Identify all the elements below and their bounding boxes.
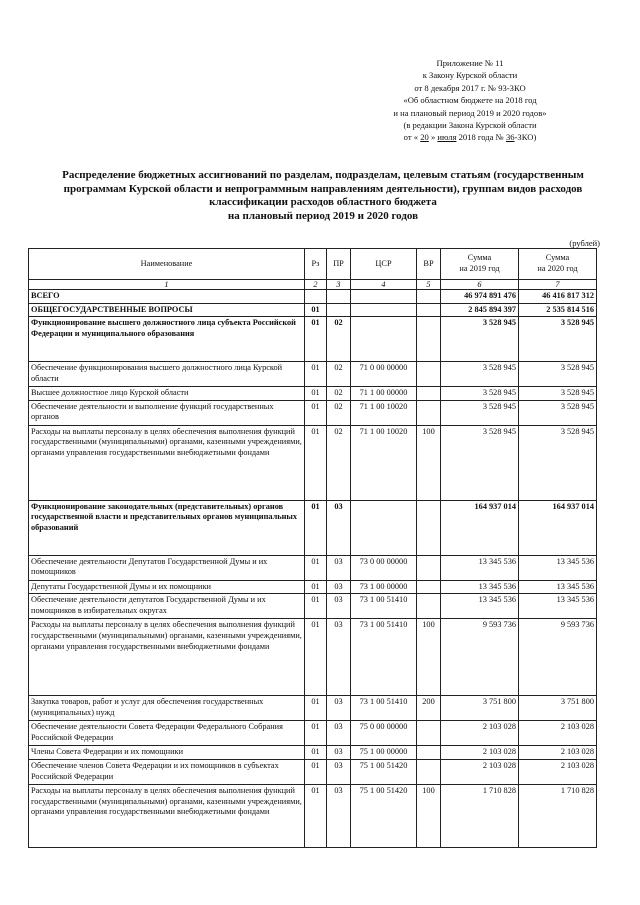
cell-sum-2019: 9 593 736 bbox=[441, 619, 519, 696]
budget-table bbox=[28, 248, 597, 848]
header-rz: Рз bbox=[305, 249, 327, 280]
cell-sum-2020: 13 345 536 bbox=[519, 594, 597, 619]
table-body bbox=[29, 290, 597, 848]
cell-vr bbox=[417, 290, 441, 304]
cell-sum-2019: 2 103 028 bbox=[441, 759, 519, 784]
cell-vr bbox=[417, 400, 441, 425]
date-year: 2018 года № bbox=[456, 132, 506, 143]
cell-pr: 03 bbox=[327, 784, 351, 847]
cell-sum-2020: 46 416 817 312 bbox=[519, 290, 597, 304]
cell-csr: 71 1 00 00000 bbox=[351, 387, 417, 401]
cell-rz: 01 bbox=[305, 500, 327, 555]
cell-csr: 73 1 00 00000 bbox=[351, 580, 417, 594]
cell-rz: 01 bbox=[305, 303, 327, 317]
cell-vr bbox=[417, 555, 441, 580]
cell-rz: 01 bbox=[305, 387, 327, 401]
column-number: 3 bbox=[327, 280, 351, 290]
table-row bbox=[29, 387, 597, 401]
cell-pr: 02 bbox=[327, 387, 351, 401]
cell-pr: 03 bbox=[327, 500, 351, 555]
column-number: 7 bbox=[519, 280, 597, 290]
cell-rz: 01 bbox=[305, 555, 327, 580]
cell-rz: 01 bbox=[305, 784, 327, 847]
cell-name: Расходы на выплаты персоналу в целях обеспечения выполнения функций государственными (муниципальными) органами, казенными учреждениями, органами управления государственными внебюджетными фондами bbox=[29, 784, 305, 847]
cell-sum-2020: 3 751 800 bbox=[519, 696, 597, 721]
cell-sum-2019: 164 937 014 bbox=[441, 500, 519, 555]
cell-sum-2019: 13 345 536 bbox=[441, 555, 519, 580]
date-mid: » bbox=[428, 132, 438, 143]
cell-sum-2019: 3 528 945 bbox=[441, 425, 519, 500]
cell-sum-2020: 3 528 945 bbox=[519, 317, 597, 362]
cell-vr bbox=[417, 721, 441, 746]
table-row bbox=[29, 303, 597, 317]
cell-pr: 03 bbox=[327, 555, 351, 580]
cell-rz: 01 bbox=[305, 759, 327, 784]
table-row bbox=[29, 746, 597, 760]
date-day: 20 bbox=[420, 132, 429, 143]
cell-rz: 01 bbox=[305, 721, 327, 746]
cell-csr: 73 1 00 51410 bbox=[351, 696, 417, 721]
cell-name: ВСЕГО bbox=[29, 290, 305, 304]
cell-name: Обеспечение деятельности Депутатов Государственной Думы и их помощников bbox=[29, 555, 305, 580]
cell-name: Функционирование высшего должностного лица субъекта Российской Федерации и муниципального образования bbox=[29, 317, 305, 362]
cell-csr: 75 0 00 00000 bbox=[351, 721, 417, 746]
column-number: 2 bbox=[305, 280, 327, 290]
cell-csr: 73 1 00 51410 bbox=[351, 594, 417, 619]
cell-name: Высшее должностное лицо Курской области bbox=[29, 387, 305, 401]
header-vr: ВР bbox=[417, 249, 441, 280]
cell-sum-2019: 3 528 945 bbox=[441, 400, 519, 425]
cell-pr: 02 bbox=[327, 362, 351, 387]
cell-vr bbox=[417, 759, 441, 784]
cell-csr bbox=[351, 500, 417, 555]
cell-rz: 01 bbox=[305, 594, 327, 619]
cell-rz: 01 bbox=[305, 425, 327, 500]
cell-sum-2020: 1 710 828 bbox=[519, 784, 597, 847]
appendix-line: от 8 декабря 2017 г. № 93-ЗКО bbox=[414, 82, 526, 93]
cell-csr: 75 1 00 51420 bbox=[351, 784, 417, 847]
table-row bbox=[29, 400, 597, 425]
cell-pr: 03 bbox=[327, 696, 351, 721]
cell-sum-2020: 3 528 945 bbox=[519, 425, 597, 500]
cell-vr: 100 bbox=[417, 425, 441, 500]
appendix-block bbox=[340, 57, 600, 144]
cell-pr bbox=[327, 303, 351, 317]
table-row bbox=[29, 317, 597, 362]
cell-sum-2019: 3 528 945 bbox=[441, 317, 519, 362]
cell-name: Расходы на выплаты персоналу в целях обеспечения выполнения функций государственными (муниципальными) органами, казенными учреждениями, органами управления государственными внебюджетными фондами bbox=[29, 619, 305, 696]
cell-name: Обеспечение членов Совета Федерации и их помощников в субъектах Российской Федерации bbox=[29, 759, 305, 784]
appendix-line: «Об областном бюджете на 2018 год bbox=[403, 95, 537, 106]
column-number: 6 bbox=[441, 280, 519, 290]
cell-name: Обеспечение деятельности и выполнение функций государственных органов bbox=[29, 400, 305, 425]
cell-sum-2020: 164 937 014 bbox=[519, 500, 597, 555]
cell-rz: 01 bbox=[305, 580, 327, 594]
cell-pr: 03 bbox=[327, 721, 351, 746]
header-sum-2020-line2: на 2020 год bbox=[537, 264, 578, 273]
table-row bbox=[29, 594, 597, 619]
cell-sum-2020: 3 528 945 bbox=[519, 362, 597, 387]
cell-sum-2019: 1 710 828 bbox=[441, 784, 519, 847]
cell-pr: 03 bbox=[327, 619, 351, 696]
title-line: программам Курской области и непрограммным направлениям деятельности), группам видов расходов bbox=[63, 182, 583, 195]
appendix-line: и на плановый период 2019 и 2020 годов» bbox=[393, 107, 547, 118]
cell-name: Закупка товаров, работ и услуг для обеспечения государственных (муниципальных) нужд bbox=[29, 696, 305, 721]
cell-rz: 01 bbox=[305, 619, 327, 696]
cell-csr: 73 1 00 51410 bbox=[351, 619, 417, 696]
column-number: 5 bbox=[417, 280, 441, 290]
header-name: Наименование bbox=[29, 249, 305, 280]
cell-rz: 01 bbox=[305, 746, 327, 760]
cell-pr: 03 bbox=[327, 759, 351, 784]
title-line: на плановый период 2019 и 2020 годов bbox=[227, 209, 419, 222]
table-row bbox=[29, 362, 597, 387]
cell-sum-2020: 2 103 028 bbox=[519, 721, 597, 746]
cell-sum-2019: 3 528 945 bbox=[441, 387, 519, 401]
cell-pr bbox=[327, 290, 351, 304]
cell-rz: 01 bbox=[305, 317, 327, 362]
title-line: классификации расходов областного бюджета bbox=[209, 196, 437, 208]
table-row bbox=[29, 619, 597, 696]
cell-vr bbox=[417, 303, 441, 317]
cell-vr bbox=[417, 580, 441, 594]
appendix-line: (в редакции Закона Курской области bbox=[403, 120, 537, 131]
table-row bbox=[29, 555, 597, 580]
cell-csr: 73 0 00 00000 bbox=[351, 555, 417, 580]
title-line: Распределение бюджетных ассигнований по разделам, подразделам, целевым статьям (государственным bbox=[62, 169, 584, 181]
date-prefix: от « bbox=[403, 132, 421, 143]
cell-sum-2019: 2 103 028 bbox=[441, 746, 519, 760]
table-row bbox=[29, 500, 597, 555]
cell-name: Функционирование законодательных (представительных) органов государственной власти и представительных органов муниципальных образований bbox=[29, 500, 305, 555]
cell-pr: 03 bbox=[327, 594, 351, 619]
cell-sum-2020: 2 535 814 516 bbox=[519, 303, 597, 317]
column-number-row bbox=[29, 280, 597, 290]
cell-name: Обеспечение функционирования высшего должностного лица Курской области bbox=[29, 362, 305, 387]
cell-vr: 200 bbox=[417, 696, 441, 721]
table-row bbox=[29, 784, 597, 847]
header-csr: ЦСР bbox=[351, 249, 417, 280]
cell-sum-2019: 2 103 028 bbox=[441, 721, 519, 746]
cell-pr: 02 bbox=[327, 400, 351, 425]
cell-pr: 03 bbox=[327, 746, 351, 760]
cell-sum-2019: 3 751 800 bbox=[441, 696, 519, 721]
cell-sum-2019: 13 345 536 bbox=[441, 594, 519, 619]
table-row bbox=[29, 721, 597, 746]
cell-pr: 02 bbox=[327, 317, 351, 362]
table-row bbox=[29, 580, 597, 594]
cell-csr: 75 1 00 51420 bbox=[351, 759, 417, 784]
cell-sum-2019: 3 528 945 bbox=[441, 362, 519, 387]
cell-pr: 02 bbox=[327, 425, 351, 500]
table-row bbox=[29, 759, 597, 784]
cell-csr: 71 0 00 00000 bbox=[351, 362, 417, 387]
table-row bbox=[29, 696, 597, 721]
cell-sum-2020: 3 528 945 bbox=[519, 387, 597, 401]
column-number: 4 bbox=[351, 280, 417, 290]
header-sum-2019 bbox=[441, 249, 519, 280]
cell-vr bbox=[417, 317, 441, 362]
cell-vr bbox=[417, 362, 441, 387]
cell-csr bbox=[351, 290, 417, 304]
cell-sum-2020: 3 528 945 bbox=[519, 400, 597, 425]
cell-name: Обеспечение деятельности депутатов Государственной Думы и их помощников в избирательных округах bbox=[29, 594, 305, 619]
cell-vr: 100 bbox=[417, 619, 441, 696]
appendix-line bbox=[340, 131, 600, 143]
cell-name: Депутаты Государственной Думы и их помощники bbox=[29, 580, 305, 594]
cell-name: ОБЩЕГОСУДАРСТВЕННЫЕ ВОПРОСЫ bbox=[29, 303, 305, 317]
header-pr: ПР bbox=[327, 249, 351, 280]
cell-name: Члены Совета Федерации и их помощники bbox=[29, 746, 305, 760]
table-header-row bbox=[29, 249, 597, 280]
cell-name: Расходы на выплаты персоналу в целях обеспечения выполнения функций государственными (муниципальными) органами, казенными учреждениями, органами управления государственными внебюджетными фондами bbox=[29, 425, 305, 500]
cell-sum-2020: 9 593 736 bbox=[519, 619, 597, 696]
cell-rz: 01 bbox=[305, 362, 327, 387]
table-row bbox=[29, 425, 597, 500]
cell-rz bbox=[305, 290, 327, 304]
cell-rz: 01 bbox=[305, 696, 327, 721]
appendix-line: Приложение № 11 bbox=[436, 58, 504, 68]
column-number: 1 bbox=[29, 280, 305, 290]
header-sum-2020 bbox=[519, 249, 597, 280]
appendix-line: к Закону Курской области bbox=[422, 70, 518, 81]
law-number: 36 bbox=[505, 132, 515, 143]
cell-sum-2020: 13 345 536 bbox=[519, 555, 597, 580]
cell-csr bbox=[351, 317, 417, 362]
cell-csr: 71 1 00 10020 bbox=[351, 425, 417, 500]
cell-sum-2020: 2 103 028 bbox=[519, 759, 597, 784]
cell-rz: 01 bbox=[305, 400, 327, 425]
document-title bbox=[18, 169, 628, 223]
cell-vr: 100 bbox=[417, 784, 441, 847]
cell-pr: 03 bbox=[327, 580, 351, 594]
date-month: июля bbox=[437, 132, 457, 143]
cell-sum-2019: 13 345 536 bbox=[441, 580, 519, 594]
cell-sum-2019: 2 845 894 397 bbox=[441, 303, 519, 317]
table-row bbox=[29, 290, 597, 304]
cell-name: Обеспечение деятельности Совета Федерации Федерального Собрания Российской Федерации bbox=[29, 721, 305, 746]
cell-vr bbox=[417, 387, 441, 401]
cell-sum-2020: 2 103 028 bbox=[519, 746, 597, 760]
header-sum-2020-line1: Сумма bbox=[545, 253, 570, 263]
cell-sum-2020: 13 345 536 bbox=[519, 580, 597, 594]
cell-vr bbox=[417, 746, 441, 760]
cell-csr: 75 1 00 00000 bbox=[351, 746, 417, 760]
header-sum-2019-line1: Сумма bbox=[467, 253, 492, 263]
cell-sum-2019: 46 974 891 476 bbox=[441, 290, 519, 304]
cell-vr bbox=[417, 500, 441, 555]
law-suffix: -ЗКО) bbox=[514, 132, 537, 143]
currency-unit-label: (рублей) bbox=[569, 238, 600, 248]
cell-csr bbox=[351, 303, 417, 317]
cell-vr bbox=[417, 594, 441, 619]
header-sum-2019-line2: на 2019 год bbox=[459, 264, 500, 273]
cell-csr: 71 1 00 10020 bbox=[351, 400, 417, 425]
